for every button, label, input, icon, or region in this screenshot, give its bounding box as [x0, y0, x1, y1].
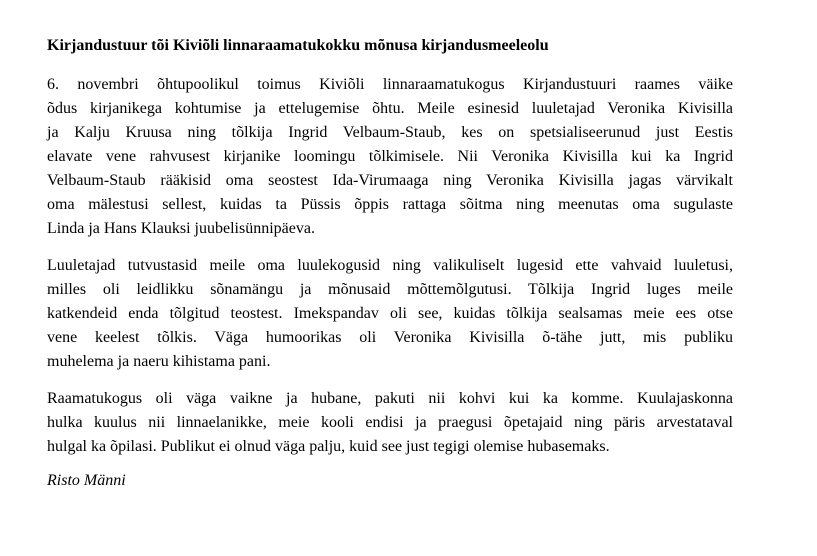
- paragraph-line: muhelema ja naeru kihistama pani.: [47, 353, 271, 370]
- article: [47, 36, 733, 493]
- paragraph-line: hulgal ka õpilasi. Publikut ei olnud väga palju, kuid see just tegigi olemise hubasemaks.: [47, 438, 610, 455]
- paragraph-line: Luuletajad tutvustasid meile oma luulekogusid ning valikuliselt lugesid ette vahvaid luuletusi,: [47, 257, 733, 274]
- paragraph-line: Raamatukogus oli väga vaikne ja hubane, pakuti nii kohvi kui ka komme. Kuulajaskonna: [47, 390, 733, 407]
- paragraph-line: ja Kalju Kruusa ning tõlkija Ingrid Velbaum-Staub, kes on spetsialiseerunud just Eestis: [47, 124, 733, 141]
- paragraph-line: elavate vene rahvusest kirjanike loomingu tõlkimisele. Nii Veronika Kivisilla kui ka Ingrid: [47, 148, 733, 165]
- article-title: Kirjandustuur tõi Kiviõli linnaraamatukokku mõnusa kirjandusmeeleolu: [47, 37, 549, 54]
- paragraph-line: oma mälestusi sellest, kuidas ta Püssis õppis rattaga sõitma ning meenutas oma sugulaste: [47, 196, 733, 213]
- paragraph-line: Linda ja Hans Klauksi juubelisünnipäeva.: [47, 220, 315, 237]
- paragraph-1: [47, 73, 733, 241]
- paragraph-line: katkendeid enda tõlgitud teostest. Imekspandav oli see, kuidas tõlkija sealsamas meie ees otse: [47, 305, 733, 322]
- paragraph-line: milles oli leidlikku sõnamängu ja mõnusaid mõttemõlgutusi. Tõlkija Ingrid luges meile: [47, 281, 733, 298]
- paragraph-2: [47, 254, 733, 374]
- paragraph-line: 6. novembri õhtupoolikul toimus Kiviõli linnaraamatukogus Kirjandustuuri raames väike: [47, 76, 733, 93]
- paragraph-line: vene keelest tõlkis. Väga humoorikas oli Veronika Kivisilla õ-tähe jutt, mis publiku: [47, 329, 733, 346]
- paragraph-line: Velbaum-Staub rääkisid oma seostest Ida-Virumaaga ning Veronika Kivisilla jagas värvikalt: [47, 172, 733, 189]
- paragraph-line: õdus kirjanikega kohtumise ja ettelugemise õhtu. Meile esinesid luuletajad Veronika Kivisilla: [47, 100, 733, 117]
- article-author: Risto Männi: [47, 472, 126, 489]
- paragraph-line: hulka kuulus nii linnaelanikke, meie kooli endisi ja praegusi õpetajaid ning päris arvestataval: [47, 414, 733, 431]
- paragraph-3: [47, 387, 733, 459]
